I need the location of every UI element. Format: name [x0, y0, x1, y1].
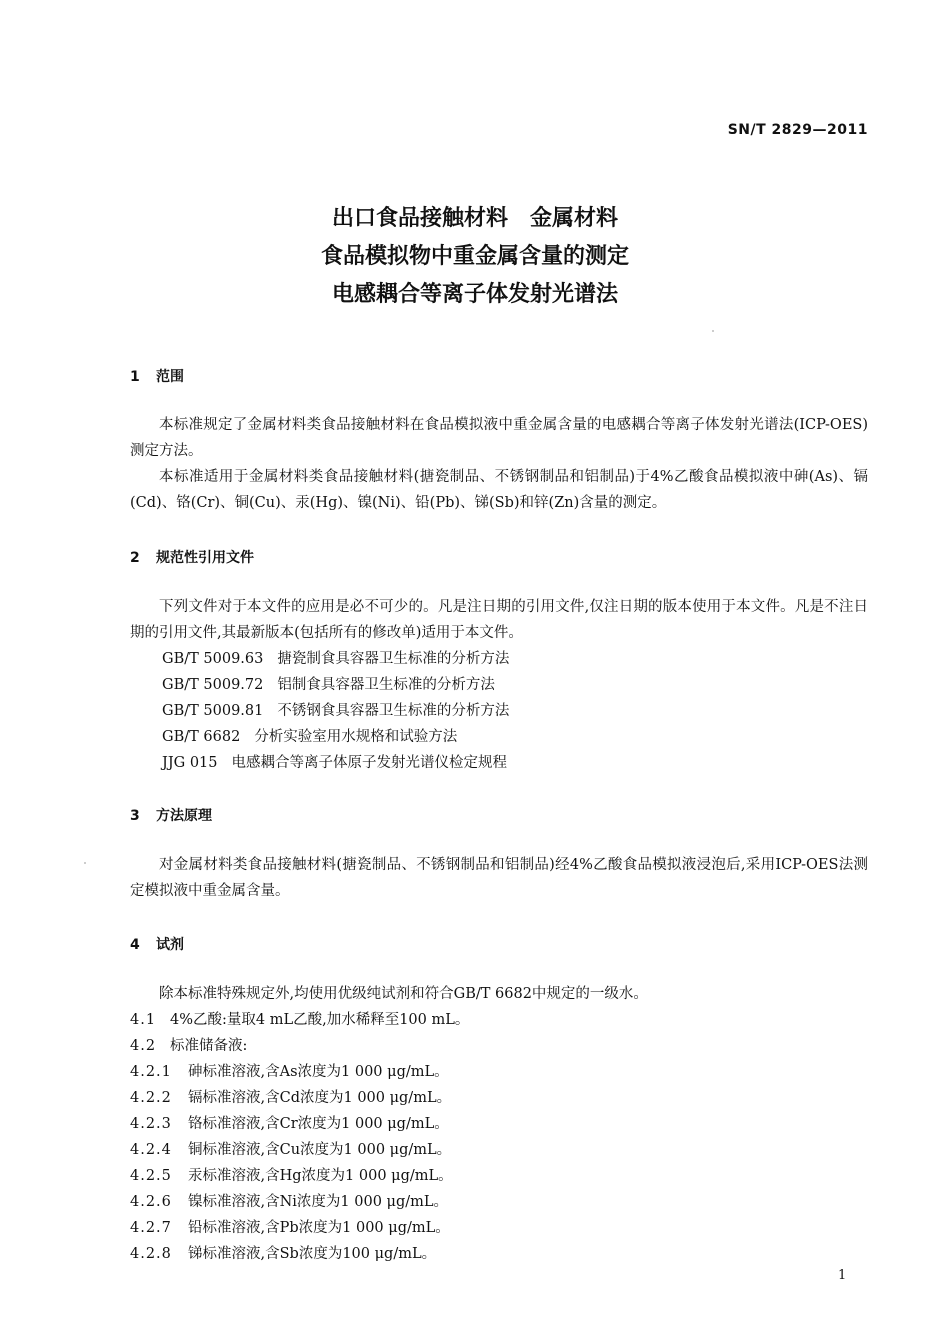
- item-text: 铅标准溶液,含Pb浓度为1 000 μg/mL。: [188, 1220, 450, 1236]
- reference-code: JJG 015: [162, 755, 218, 771]
- reagent-item: [130, 1189, 448, 1215]
- reference-title: 铝制食具容器卫生标准的分析方法: [277, 677, 495, 693]
- reference-title: 搪瓷制食具容器卫生标准的分析方法: [277, 651, 510, 667]
- reagent-item: [130, 1059, 449, 1085]
- title-line: 出口食品接触材料 金属材料: [331, 206, 618, 231]
- item-number: 4.2.8: [130, 1246, 172, 1262]
- item-number: 4.1: [130, 1012, 157, 1028]
- scope-paragraph-1: 本标准规定了金属材料类食品接触材料在食品模拟液中重金属含量的电感耦合等离子体发射光谱法(ICP-OES)测定方法。: [130, 417, 868, 459]
- item-number: 4.2.4: [130, 1142, 172, 1158]
- section-heading-reagents: [130, 934, 184, 954]
- document-title: [0, 200, 950, 314]
- title-line: 电感耦合等离子体发射光谱法: [331, 282, 618, 307]
- section-heading-principle: [130, 805, 212, 825]
- section-number: 3: [130, 808, 140, 824]
- reference-item: [162, 672, 495, 698]
- item-text: 4%乙酸:量取4 mL乙酸,加水稀释至100 mL。: [170, 1012, 470, 1028]
- section-heading-scope: [130, 366, 184, 386]
- reference-title: 分析实验室用水规格和试验方法: [254, 729, 458, 745]
- reference-item: [162, 750, 507, 776]
- reference-code: GB/T 5009.81: [162, 703, 264, 719]
- section-title: 方法原理: [156, 808, 212, 824]
- reference-code: GB/T 6682: [162, 729, 241, 745]
- scan-speck: [712, 330, 714, 332]
- reference-title: 不锈钢食具容器卫生标准的分析方法: [277, 703, 510, 719]
- scope-paragraph-2: 本标准适用于金属材料类食品接触材料(搪瓷制品、不锈钢制品和铝制品)于4%乙酸食品模拟液中砷(As)、镉(Cd)、铬(Cr)、铜(Cu)、汞(Hg)、镍(Ni)、铅(Pb)、锑(Sb)和锌(Zn)含量的测定。: [130, 469, 868, 511]
- scan-speck: [84, 862, 86, 864]
- document-code: SN/T 2829—2011: [727, 122, 868, 138]
- reagent-item: [130, 1241, 436, 1267]
- item-text: 铬标准溶液,含Cr浓度为1 000 μg/mL。: [188, 1116, 449, 1132]
- reference-code: GB/T 5009.72: [162, 677, 264, 693]
- reagent-item: [130, 1085, 451, 1111]
- item-number: 4.2: [130, 1038, 157, 1054]
- item-text: 砷标准溶液,含As浓度为1 000 μg/mL。: [188, 1064, 449, 1080]
- item-number: 4.2.7: [130, 1220, 172, 1236]
- reference-item: [162, 646, 509, 672]
- reference-item: [162, 698, 509, 724]
- item-number: 4.2.5: [130, 1168, 172, 1184]
- item-text: 汞标准溶液,含Hg浓度为1 000 μg/mL。: [188, 1168, 453, 1184]
- item-text: 锑标准溶液,含Sb浓度为100 μg/mL。: [188, 1246, 437, 1262]
- item-number: 4.2.2: [130, 1090, 172, 1106]
- reagents-intro: 除本标准特殊规定外,均使用优级纯试剂和符合GB/T 6682中规定的一级水。: [159, 986, 648, 1002]
- reference-title: 电感耦合等离子体原子发射光谱仪检定规程: [231, 755, 507, 771]
- reagent-item: [130, 1163, 453, 1189]
- section-title: 规范性引用文件: [156, 550, 254, 566]
- item-number: 4.2.6: [130, 1194, 172, 1210]
- section-title: 范围: [156, 369, 184, 385]
- principle-paragraph: 对金属材料类食品接触材料(搪瓷制品、不锈钢制品和铝制品)经4%乙酸食品模拟液浸泡后,采用ICP-OES法测定模拟液中重金属含量。: [130, 857, 868, 899]
- item-text: 标准储备液:: [170, 1038, 248, 1054]
- item-text: 铜标准溶液,含Cu浓度为1 000 μg/mL。: [188, 1142, 452, 1158]
- references-paragraph: 下列文件对于本文件的应用是必不可少的。凡是注日期的引用文件,仅注日期的版本使用于本文件。凡是不注日期的引用文件,其最新版本(包括所有的修改单)适用于本文件。: [130, 599, 868, 641]
- section-number: 1: [130, 369, 140, 385]
- section-heading-normative-references: [130, 547, 254, 567]
- item-text: 镍标准溶液,含Ni浓度为1 000 μg/mL。: [188, 1194, 449, 1210]
- reference-item: [162, 724, 457, 750]
- reagent-item: [130, 1137, 451, 1163]
- reagent-item: [130, 1033, 247, 1059]
- reagent-item: [130, 1111, 449, 1137]
- reagent-item: [130, 1007, 469, 1033]
- reference-code: GB/T 5009.63: [162, 651, 264, 667]
- item-number: 4.2.3: [130, 1116, 172, 1132]
- item-number: 4.2.1: [130, 1064, 172, 1080]
- reagent-item: [130, 1215, 450, 1241]
- item-text: 镉标准溶液,含Cd浓度为1 000 μg/mL。: [188, 1090, 452, 1106]
- page-number: 1: [838, 1268, 847, 1283]
- section-number: 2: [130, 550, 140, 566]
- section-number: 4: [130, 937, 140, 953]
- section-title: 试剂: [156, 937, 184, 953]
- title-line: 食品模拟物中重金属含量的测定: [320, 244, 629, 269]
